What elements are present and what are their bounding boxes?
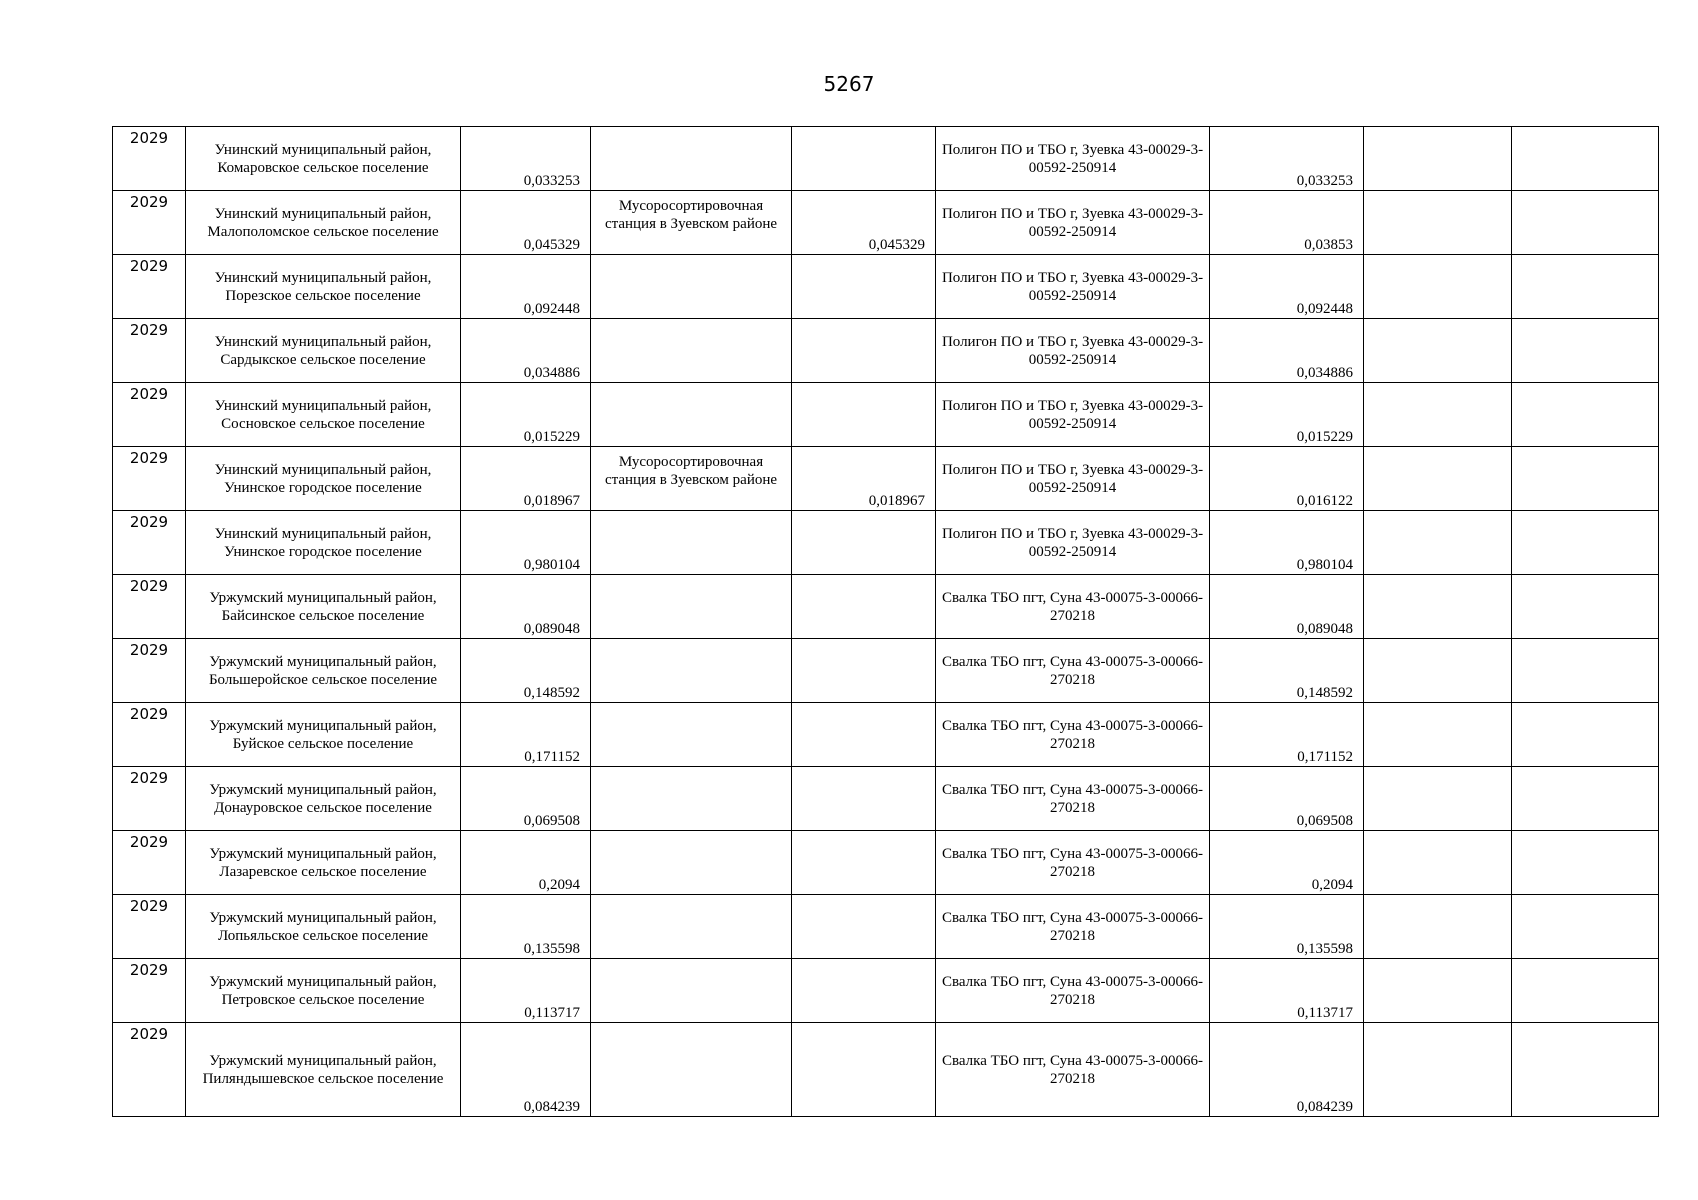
extra-column-1-cell <box>1364 511 1512 575</box>
extra-column-1-cell <box>1364 767 1512 831</box>
facility-volume: 0,016122 <box>1296 493 1353 509</box>
municipality: Унинский муниципальный район, Малополомское сельское поселение <box>207 205 439 240</box>
facility-volume-cell <box>1210 383 1364 447</box>
year-cell: 2029 <box>113 191 186 255</box>
station-volume-cell <box>792 191 936 255</box>
extra-column-2-cell <box>1512 639 1659 703</box>
disposal-facility-cell <box>936 127 1210 191</box>
sorting-station-cell <box>591 831 792 895</box>
year-cell: 2029 <box>113 959 186 1023</box>
facility-volume: 0,034886 <box>1296 365 1353 381</box>
extra-column-1-cell <box>1364 127 1512 191</box>
facility-volume-cell <box>1210 319 1364 383</box>
volume-cell <box>461 767 591 831</box>
facility-volume: 0,089048 <box>1296 621 1353 637</box>
disposal-facility: Свалка ТБО пгт, Суна 43-00075-3-00066-270218 <box>941 909 1204 944</box>
volume: 0,135598 <box>523 941 580 957</box>
municipality-cell <box>186 383 461 447</box>
volume-cell <box>461 1023 591 1117</box>
extra-column-1-cell <box>1364 191 1512 255</box>
station-volume-cell <box>792 959 936 1023</box>
disposal-facility-cell <box>936 895 1210 959</box>
disposal-facility: Свалка ТБО пгт, Суна 43-00075-3-00066-270218 <box>941 973 1204 1008</box>
volume-cell <box>461 127 591 191</box>
table-row <box>113 511 1659 575</box>
extra-column-1-cell <box>1364 831 1512 895</box>
municipality: Уржумский муниципальный район, Буйское сельское поселение <box>209 717 437 752</box>
volume-cell <box>461 831 591 895</box>
disposal-facility: Полигон ПО и ТБО г, Зуевка 43-00029-3-00592-250914 <box>941 461 1204 496</box>
extra-column-2-cell <box>1512 767 1659 831</box>
facility-volume: 0,171152 <box>1297 749 1353 765</box>
volume: 0,092448 <box>523 301 580 317</box>
volume-cell <box>461 575 591 639</box>
table-row <box>113 831 1659 895</box>
facility-volume-cell <box>1210 255 1364 319</box>
extra-column-2-cell <box>1512 447 1659 511</box>
volume: 0,148592 <box>523 685 580 701</box>
disposal-facility-cell <box>936 959 1210 1023</box>
extra-column-2-cell <box>1512 575 1659 639</box>
volume: 0,045329 <box>523 237 580 253</box>
extra-column-1-cell <box>1364 639 1512 703</box>
table-row <box>113 191 1659 255</box>
sorting-station-cell <box>591 255 792 319</box>
disposal-facility-cell <box>936 1023 1210 1117</box>
extra-column-2-cell <box>1512 511 1659 575</box>
extra-column-2-cell <box>1512 191 1659 255</box>
sorting-station-cell <box>591 959 792 1023</box>
volume: 0,089048 <box>523 621 580 637</box>
sorting-station-cell <box>591 383 792 447</box>
year-cell: 2029 <box>113 895 186 959</box>
extra-column-1-cell <box>1364 383 1512 447</box>
station-volume-cell <box>792 319 936 383</box>
disposal-facility: Полигон ПО и ТБО г, Зуевка 43-00029-3-00592-250914 <box>941 141 1204 176</box>
sorting-station-cell <box>591 511 792 575</box>
sorting-station-cell <box>591 703 792 767</box>
table-row <box>113 447 1659 511</box>
station-volume-cell <box>792 767 936 831</box>
facility-volume: 0,084239 <box>1296 1099 1353 1115</box>
volume-cell <box>461 447 591 511</box>
year-cell: 2029 <box>113 447 186 511</box>
volume: 0,033253 <box>523 173 580 189</box>
volume: 0,015229 <box>523 429 580 445</box>
table-body <box>113 127 1659 1117</box>
volume-cell <box>461 895 591 959</box>
extra-column-2-cell <box>1512 959 1659 1023</box>
disposal-facility: Свалка ТБО пгт, Суна 43-00075-3-00066-270218 <box>941 589 1204 624</box>
extra-column-1-cell <box>1364 255 1512 319</box>
extra-column-1-cell <box>1364 895 1512 959</box>
sorting-station-cell <box>591 575 792 639</box>
municipality-cell <box>186 831 461 895</box>
extra-column-2-cell <box>1512 383 1659 447</box>
volume-cell <box>461 191 591 255</box>
table-row <box>113 383 1659 447</box>
station-volume-cell <box>792 511 936 575</box>
station-volume-cell <box>792 127 936 191</box>
station-volume-cell <box>792 831 936 895</box>
table-row <box>113 959 1659 1023</box>
municipality-cell <box>186 511 461 575</box>
volume-cell <box>461 255 591 319</box>
year-cell: 2029 <box>113 703 186 767</box>
facility-volume-cell <box>1210 959 1364 1023</box>
volume: 0,980104 <box>523 557 580 573</box>
municipality: Унинский муниципальный район, Комаровское сельское поселение <box>214 141 432 176</box>
disposal-facility-cell <box>936 447 1210 511</box>
disposal-facility: Свалка ТБО пгт, Суна 43-00075-3-00066-270218 <box>941 653 1204 688</box>
sorting-station-cell <box>591 1023 792 1117</box>
disposal-facility-cell <box>936 319 1210 383</box>
extra-column-1-cell <box>1364 575 1512 639</box>
waste-flow-table <box>112 126 1659 1117</box>
extra-column-2-cell <box>1512 1023 1659 1117</box>
sorting-station-cell <box>591 447 792 511</box>
facility-volume: 0,2094 <box>1311 877 1353 893</box>
facility-volume-cell <box>1210 767 1364 831</box>
disposal-facility: Свалка ТБО пгт, Суна 43-00075-3-00066-270218 <box>941 717 1204 752</box>
municipality-cell <box>186 319 461 383</box>
disposal-facility-cell <box>936 831 1210 895</box>
extra-column-2-cell <box>1512 255 1659 319</box>
municipality: Уржумский муниципальный район, Донауровское сельское поселение <box>209 781 437 816</box>
year-cell: 2029 <box>113 575 186 639</box>
municipality: Унинский муниципальный район, Сардыкское сельское поселение <box>214 333 432 368</box>
municipality-cell <box>186 703 461 767</box>
facility-volume: 0,069508 <box>1296 813 1353 829</box>
disposal-facility: Полигон ПО и ТБО г, Зуевка 43-00029-3-00592-250914 <box>941 333 1204 368</box>
sorting-station-cell <box>591 319 792 383</box>
extra-column-2-cell <box>1512 831 1659 895</box>
table-row <box>113 127 1659 191</box>
station-volume-cell <box>792 895 936 959</box>
facility-volume: 0,015229 <box>1296 429 1353 445</box>
facility-volume: 0,03853 <box>1304 237 1353 253</box>
facility-volume-cell <box>1210 703 1364 767</box>
municipality: Унинский муниципальный район, Порезское сельское поселение <box>214 269 432 304</box>
municipality-cell <box>186 191 461 255</box>
year-cell: 2029 <box>113 1023 186 1117</box>
sorting-station-cell <box>591 895 792 959</box>
volume: 0,018967 <box>523 493 580 509</box>
extra-column-2-cell <box>1512 127 1659 191</box>
volume-cell <box>461 703 591 767</box>
volume-cell <box>461 959 591 1023</box>
volume-cell <box>461 319 591 383</box>
year-cell: 2029 <box>113 319 186 383</box>
municipality-cell <box>186 127 461 191</box>
disposal-facility-cell <box>936 575 1210 639</box>
volume: 0,171152 <box>524 749 580 765</box>
extra-column-2-cell <box>1512 895 1659 959</box>
volume: 0,069508 <box>523 813 580 829</box>
table-row <box>113 895 1659 959</box>
municipality-cell <box>186 575 461 639</box>
table-row <box>113 639 1659 703</box>
extra-column-1-cell <box>1364 959 1512 1023</box>
sorting-station-cell <box>591 191 792 255</box>
volume: 0,034886 <box>523 365 580 381</box>
disposal-facility-cell <box>936 511 1210 575</box>
station-volume-cell <box>792 703 936 767</box>
municipality-cell <box>186 447 461 511</box>
municipality-cell <box>186 1023 461 1117</box>
station-volume: 0,018967 <box>868 493 925 509</box>
sorting-station-cell <box>591 639 792 703</box>
municipality-cell <box>186 959 461 1023</box>
facility-volume-cell <box>1210 127 1364 191</box>
sorting-station-cell <box>591 767 792 831</box>
extra-column-1-cell <box>1364 319 1512 383</box>
station-volume-cell <box>792 639 936 703</box>
volume: 0,113717 <box>524 1005 580 1021</box>
extra-column-1-cell <box>1364 703 1512 767</box>
municipality: Уржумский муниципальный район, Петровское сельское поселение <box>209 973 437 1008</box>
disposal-facility-cell <box>936 383 1210 447</box>
station-volume-cell <box>792 447 936 511</box>
year-cell: 2029 <box>113 383 186 447</box>
table-row <box>113 767 1659 831</box>
volume-cell <box>461 511 591 575</box>
volume: 0,084239 <box>523 1099 580 1115</box>
year-cell: 2029 <box>113 127 186 191</box>
municipality: Уржумский муниципальный район, Байсинское сельское поселение <box>209 589 437 624</box>
facility-volume-cell <box>1210 831 1364 895</box>
disposal-facility: Полигон ПО и ТБО г, Зуевка 43-00029-3-00592-250914 <box>941 397 1204 432</box>
station-volume: 0,045329 <box>868 237 925 253</box>
sorting-station: Мусоросортировочная станция в Зуевском районе <box>604 454 778 488</box>
table-row <box>113 703 1659 767</box>
facility-volume-cell <box>1210 639 1364 703</box>
disposal-facility: Свалка ТБО пгт, Суна 43-00075-3-00066-270218 <box>941 1052 1204 1087</box>
municipality: Уржумский муниципальный район, Лопьяльское сельское поселение <box>209 909 437 944</box>
volume-cell <box>461 383 591 447</box>
extra-column-2-cell <box>1512 319 1659 383</box>
sorting-station-cell <box>591 127 792 191</box>
table-row <box>113 1023 1659 1117</box>
municipality: Уржумский муниципальный район, Большеройское сельское поселение <box>208 653 438 688</box>
disposal-facility: Полигон ПО и ТБО г, Зуевка 43-00029-3-00592-250914 <box>941 205 1204 240</box>
facility-volume: 0,092448 <box>1296 301 1353 317</box>
disposal-facility: Полигон ПО и ТБО г, Зуевка 43-00029-3-00592-250914 <box>941 269 1204 304</box>
facility-volume: 0,113717 <box>1297 1005 1353 1021</box>
disposal-facility-cell <box>936 703 1210 767</box>
station-volume-cell <box>792 383 936 447</box>
facility-volume-cell <box>1210 191 1364 255</box>
facility-volume: 0,148592 <box>1296 685 1353 701</box>
year-cell: 2029 <box>113 639 186 703</box>
disposal-facility: Полигон ПО и ТБО г, Зуевка 43-00029-3-00592-250914 <box>941 525 1204 560</box>
facility-volume-cell <box>1210 511 1364 575</box>
extra-column-1-cell <box>1364 447 1512 511</box>
disposal-facility-cell <box>936 639 1210 703</box>
disposal-facility-cell <box>936 767 1210 831</box>
year-cell: 2029 <box>113 255 186 319</box>
facility-volume: 0,033253 <box>1296 173 1353 189</box>
volume: 0,2094 <box>538 877 580 893</box>
extra-column-2-cell <box>1512 703 1659 767</box>
disposal-facility-cell <box>936 255 1210 319</box>
extra-column-1-cell <box>1364 1023 1512 1117</box>
municipality: Уржумский муниципальный район, Пиляндышевское сельское поселение <box>202 1052 444 1087</box>
station-volume-cell <box>792 575 936 639</box>
municipality-cell <box>186 639 461 703</box>
sorting-station: Мусоросортировочная станция в Зуевском районе <box>604 198 778 232</box>
facility-volume: 0,135598 <box>1296 941 1353 957</box>
volume-cell <box>461 639 591 703</box>
disposal-facility-cell <box>936 191 1210 255</box>
facility-volume-cell <box>1210 1023 1364 1117</box>
facility-volume: 0,980104 <box>1296 557 1353 573</box>
table-row <box>113 255 1659 319</box>
municipality: Уржумский муниципальный район, Лазаревское сельское поселение <box>209 845 437 880</box>
table-row <box>113 575 1659 639</box>
disposal-facility: Свалка ТБО пгт, Суна 43-00075-3-00066-270218 <box>941 781 1204 816</box>
table-row <box>113 319 1659 383</box>
year-cell: 2029 <box>113 511 186 575</box>
facility-volume-cell <box>1210 575 1364 639</box>
disposal-facility: Свалка ТБО пгт, Суна 43-00075-3-00066-270218 <box>941 845 1204 880</box>
municipality-cell <box>186 767 461 831</box>
municipality-cell <box>186 255 461 319</box>
year-cell: 2029 <box>113 831 186 895</box>
facility-volume-cell <box>1210 447 1364 511</box>
station-volume-cell <box>792 1023 936 1117</box>
facility-volume-cell <box>1210 895 1364 959</box>
municipality: Унинский муниципальный район, Сосновское сельское поселение <box>214 397 432 432</box>
page-number: 5267 <box>823 72 875 96</box>
year-cell: 2029 <box>113 767 186 831</box>
municipality: Унинский муниципальный район, Унинское городское поселение <box>214 461 432 496</box>
station-volume-cell <box>792 255 936 319</box>
municipality: Унинский муниципальный район, Унинское городское поселение <box>214 525 432 560</box>
municipality-cell <box>186 895 461 959</box>
